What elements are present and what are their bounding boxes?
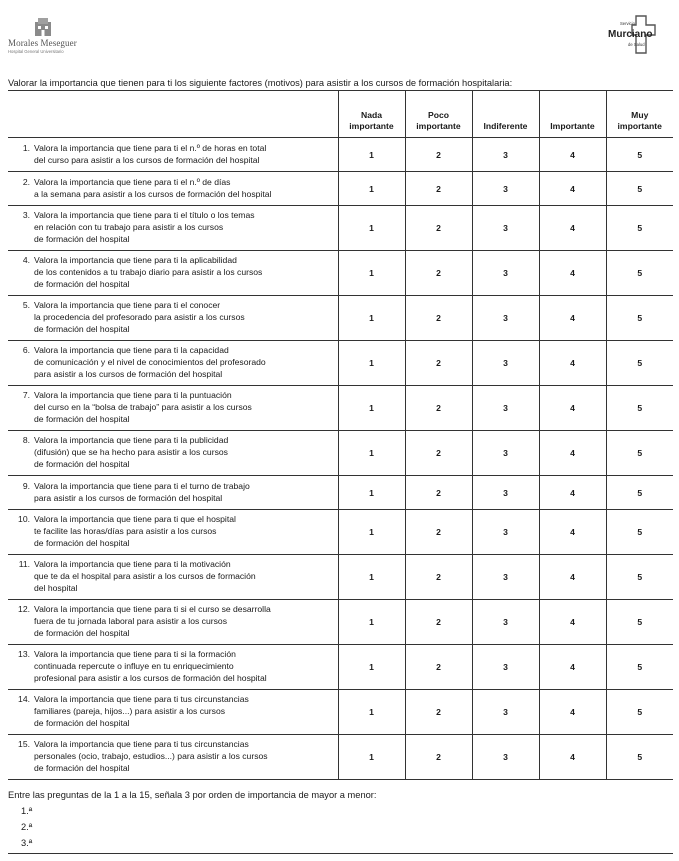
header-blank-cell bbox=[8, 91, 338, 138]
intro-text: Valorar la importancia que tienen para ti los siguiente factores (motivos) para asistir a los cursos de formación hospitalaria: bbox=[8, 78, 513, 88]
question-text: Valora la importancia que tiene para ti el n.º de horas en total del curso para asistir a los cursos de formación del hospital bbox=[34, 142, 267, 165]
question-cell bbox=[8, 510, 338, 555]
question-number: 12. bbox=[18, 604, 30, 615]
question-cell bbox=[8, 138, 338, 172]
question-wrap bbox=[8, 300, 338, 335]
question-cell bbox=[8, 645, 338, 690]
table-row bbox=[8, 138, 673, 172]
rating-option[interactable]: 5 bbox=[606, 510, 673, 555]
rating-option[interactable]: 5 bbox=[606, 251, 673, 296]
rating-option[interactable]: 4 bbox=[539, 296, 606, 341]
rating-option[interactable]: 1 bbox=[338, 555, 405, 600]
question-text: Valora la importancia que tiene para ti la publicidad (difusión) que se ha hecho para asistir a los cursos de formación del hospital bbox=[34, 435, 229, 469]
rating-option[interactable]: 5 bbox=[606, 690, 673, 735]
rating-option[interactable]: 2 bbox=[405, 138, 472, 172]
question-number: 15. bbox=[18, 739, 30, 750]
rank-label: 2.ª bbox=[21, 822, 33, 832]
rating-option[interactable]: 5 bbox=[606, 138, 673, 172]
rating-option[interactable]: 1 bbox=[338, 172, 405, 206]
rating-option[interactable]: 1 bbox=[338, 645, 405, 690]
survey-table bbox=[8, 90, 673, 780]
rating-option[interactable]: 2 bbox=[405, 555, 472, 600]
rating-option[interactable]: 4 bbox=[539, 386, 606, 431]
rating-option[interactable]: 5 bbox=[606, 341, 673, 386]
rating-option[interactable]: 1 bbox=[338, 341, 405, 386]
rating-option[interactable]: 3 bbox=[472, 431, 539, 476]
question-cell bbox=[8, 206, 338, 251]
rating-option[interactable]: 3 bbox=[472, 251, 539, 296]
question-number: 2. bbox=[22, 176, 30, 187]
rating-option[interactable]: 2 bbox=[405, 645, 472, 690]
question-number: 3. bbox=[22, 210, 30, 221]
question-cell bbox=[8, 251, 338, 296]
rating-option[interactable]: 2 bbox=[405, 341, 472, 386]
hospital-logo-name: Morales Meseguer bbox=[8, 38, 77, 48]
rating-option[interactable]: 2 bbox=[405, 735, 472, 780]
rating-option[interactable]: 4 bbox=[539, 510, 606, 555]
rating-option[interactable]: 3 bbox=[472, 296, 539, 341]
question-number: 1. bbox=[22, 142, 30, 153]
rating-option[interactable]: 1 bbox=[338, 138, 405, 172]
rating-option[interactable]: 2 bbox=[405, 600, 472, 645]
rating-option[interactable]: 3 bbox=[472, 476, 539, 510]
ranking-instruction: Entre las preguntas de la 1 a la 15, señala 3 por orden de importancia de mayor a menor: bbox=[8, 790, 377, 800]
rating-option[interactable]: 3 bbox=[472, 138, 539, 172]
rating-option[interactable]: 4 bbox=[539, 138, 606, 172]
rating-option[interactable]: 1 bbox=[338, 600, 405, 645]
rating-option[interactable]: 5 bbox=[606, 735, 673, 780]
question-wrap bbox=[8, 177, 338, 200]
column-header: Importante bbox=[539, 91, 606, 138]
rating-option[interactable]: 2 bbox=[405, 251, 472, 296]
rating-option[interactable]: 2 bbox=[405, 296, 472, 341]
rating-option[interactable]: 5 bbox=[606, 555, 673, 600]
rating-option[interactable]: 3 bbox=[472, 386, 539, 431]
hospital-logo bbox=[8, 18, 88, 58]
rating-option[interactable]: 3 bbox=[472, 206, 539, 251]
question-number: 4. bbox=[22, 255, 30, 266]
table-row bbox=[8, 735, 673, 780]
question-wrap bbox=[8, 210, 338, 245]
rating-option[interactable]: 1 bbox=[338, 690, 405, 735]
question-wrap bbox=[8, 345, 338, 380]
sms-logo bbox=[602, 14, 666, 56]
rating-option[interactable]: 1 bbox=[338, 386, 405, 431]
question-wrap bbox=[8, 559, 338, 594]
question-wrap bbox=[8, 514, 338, 549]
rating-option[interactable]: 5 bbox=[606, 476, 673, 510]
question-number: 11. bbox=[18, 559, 30, 570]
rating-option[interactable]: 1 bbox=[338, 510, 405, 555]
table-row bbox=[8, 476, 673, 510]
rating-option[interactable]: 3 bbox=[472, 600, 539, 645]
hospital-building-icon bbox=[35, 18, 51, 36]
rating-option[interactable]: 4 bbox=[539, 431, 606, 476]
question-number: 14. bbox=[18, 694, 30, 705]
question-number: 7. bbox=[22, 390, 30, 401]
table-body bbox=[8, 138, 673, 780]
rating-option[interactable]: 2 bbox=[405, 690, 472, 735]
page-header bbox=[0, 0, 679, 70]
rating-option[interactable]: 2 bbox=[405, 431, 472, 476]
rank-label: 3.ª bbox=[21, 838, 33, 848]
question-cell bbox=[8, 690, 338, 735]
column-header: Poco importante bbox=[405, 91, 472, 138]
rating-option[interactable]: 3 bbox=[472, 510, 539, 555]
rating-option[interactable]: 5 bbox=[606, 386, 673, 431]
rating-option[interactable]: 2 bbox=[405, 510, 472, 555]
rating-option[interactable]: 2 bbox=[405, 386, 472, 431]
table-row bbox=[8, 386, 673, 431]
question-cell bbox=[8, 296, 338, 341]
rating-option[interactable]: 3 bbox=[472, 555, 539, 600]
question-text: Valora la importancia que tiene para ti la puntuación del curso en la “bolsa de trabajo” para asistir a los cursos de formación del hospital bbox=[34, 390, 252, 424]
question-wrap bbox=[8, 390, 338, 425]
column-header: Nada importante bbox=[338, 91, 405, 138]
question-text: Valora la importancia que tiene para ti el n.º de días a la semana para asistir a los cursos de formación del hospital bbox=[34, 176, 272, 199]
question-number: 8. bbox=[22, 435, 30, 446]
rating-option[interactable]: 4 bbox=[539, 172, 606, 206]
question-wrap bbox=[8, 649, 338, 684]
question-wrap bbox=[8, 435, 338, 470]
rating-option[interactable]: 1 bbox=[338, 476, 405, 510]
rating-option[interactable]: 4 bbox=[539, 476, 606, 510]
rating-option[interactable]: 1 bbox=[338, 296, 405, 341]
rating-option[interactable]: 3 bbox=[472, 341, 539, 386]
sms-logo-bottom: de Salud bbox=[628, 42, 645, 47]
rating-option[interactable]: 1 bbox=[338, 206, 405, 251]
rating-option[interactable]: 1 bbox=[338, 735, 405, 780]
rating-option[interactable]: 4 bbox=[539, 251, 606, 296]
question-number: 5. bbox=[22, 300, 30, 311]
rating-option[interactable]: 4 bbox=[539, 555, 606, 600]
rating-option[interactable]: 1 bbox=[338, 251, 405, 296]
table-row bbox=[8, 296, 673, 341]
question-text: Valora la importancia que tiene para ti tus circunstancias personales (ocio, trabajo, estudios...) para asistir a los cursos de formación del hospital bbox=[34, 739, 268, 773]
table-header-row bbox=[8, 91, 673, 138]
table-row bbox=[8, 645, 673, 690]
table-row bbox=[8, 431, 673, 476]
table-row bbox=[8, 510, 673, 555]
rating-option[interactable]: 2 bbox=[405, 172, 472, 206]
rating-option[interactable]: 4 bbox=[539, 600, 606, 645]
question-cell bbox=[8, 431, 338, 476]
rating-option[interactable]: 3 bbox=[472, 645, 539, 690]
question-text: Valora la importancia que tiene para ti tus circunstancias familiares (pareja, hijos...) para asistir a los cursos de formación del hospital bbox=[34, 694, 249, 728]
column-header: Indiferente bbox=[472, 91, 539, 138]
question-text: Valora la importancia que tiene para ti el turno de trabajo para asistir a los cursos de formación del hospital bbox=[34, 480, 250, 503]
question-cell bbox=[8, 555, 338, 600]
table-row bbox=[8, 690, 673, 735]
question-cell bbox=[8, 735, 338, 780]
question-cell bbox=[8, 386, 338, 431]
question-number: 10. bbox=[18, 514, 30, 525]
rating-option[interactable]: 3 bbox=[472, 172, 539, 206]
question-cell bbox=[8, 341, 338, 386]
table-row bbox=[8, 600, 673, 645]
rating-option[interactable]: 1 bbox=[338, 431, 405, 476]
rating-option[interactable]: 2 bbox=[405, 206, 472, 251]
sms-logo-main: Murciano bbox=[608, 29, 653, 40]
bottom-divider bbox=[8, 853, 673, 854]
question-text: Valora la importancia que tiene para ti el conocer la procedencia del profesorado para asistir a los cursos de formación del hospital bbox=[34, 300, 245, 334]
question-wrap bbox=[8, 694, 338, 729]
question-cell bbox=[8, 172, 338, 206]
question-text: Valora la importancia que tiene para ti si el curso se desarrolla fuera de tu jornada laboral para asistir a los cursos de formación del hospital bbox=[34, 604, 271, 638]
rating-option[interactable]: 5 bbox=[606, 645, 673, 690]
rating-option[interactable]: 2 bbox=[405, 476, 472, 510]
hospital-logo-subtitle: Hospital General Universitario bbox=[8, 49, 64, 54]
question-text: Valora la importancia que tiene para ti el título o los temas en relación con tu trabajo para asistir a los cursos de formación del hospital bbox=[34, 210, 255, 244]
rating-option[interactable]: 4 bbox=[539, 645, 606, 690]
rating-option[interactable]: 5 bbox=[606, 600, 673, 645]
table-row bbox=[8, 341, 673, 386]
question-text: Valora la importancia que tiene para ti la motivación que te da el hospital para asistir a los cursos de formación del hospital bbox=[34, 559, 256, 593]
question-number: 9. bbox=[22, 480, 30, 491]
rating-option[interactable]: 5 bbox=[606, 206, 673, 251]
rating-option[interactable]: 5 bbox=[606, 431, 673, 476]
question-text: Valora la importancia que tiene para ti la capacidad de comunicación y el nivel de conocimientos del profesorado para asistir a los cursos de formación del hospital bbox=[34, 345, 266, 379]
rating-option[interactable]: 4 bbox=[539, 735, 606, 780]
rating-option[interactable]: 3 bbox=[472, 690, 539, 735]
table-row bbox=[8, 172, 673, 206]
rating-option[interactable]: 5 bbox=[606, 296, 673, 341]
question-number: 13. bbox=[18, 649, 30, 660]
rating-option[interactable]: 3 bbox=[472, 735, 539, 780]
table-row bbox=[8, 206, 673, 251]
table-row bbox=[8, 555, 673, 600]
column-header: Muy importante bbox=[606, 91, 673, 138]
question-cell bbox=[8, 600, 338, 645]
question-wrap bbox=[8, 255, 338, 290]
rank-label: 1.ª bbox=[21, 806, 33, 816]
question-text: Valora la importancia que tiene para ti si la formación continuada repercute o influye en tu enriquecimiento profesional para asistir a los cursos de formación del hospital bbox=[34, 649, 267, 683]
question-number: 6. bbox=[22, 345, 30, 356]
question-wrap bbox=[8, 604, 338, 639]
question-text: Valora la importancia que tiene para ti la aplicabilidad de los contenidos a tu trabajo diario para asistir a los cursos de formación del hospital bbox=[34, 255, 263, 289]
question-wrap bbox=[8, 739, 338, 774]
question-wrap bbox=[8, 481, 338, 504]
sms-logo-top: Servicio bbox=[620, 21, 635, 26]
rating-option[interactable]: 4 bbox=[539, 206, 606, 251]
question-text: Valora la importancia que tiene para ti que el hospital te facilite las horas/días para asistir a los cursos de formación del hospital bbox=[34, 514, 236, 548]
rating-option[interactable]: 5 bbox=[606, 172, 673, 206]
question-cell bbox=[8, 476, 338, 510]
table-row bbox=[8, 251, 673, 296]
rating-option[interactable]: 4 bbox=[539, 690, 606, 735]
question-wrap bbox=[8, 143, 338, 166]
rating-option[interactable]: 4 bbox=[539, 341, 606, 386]
